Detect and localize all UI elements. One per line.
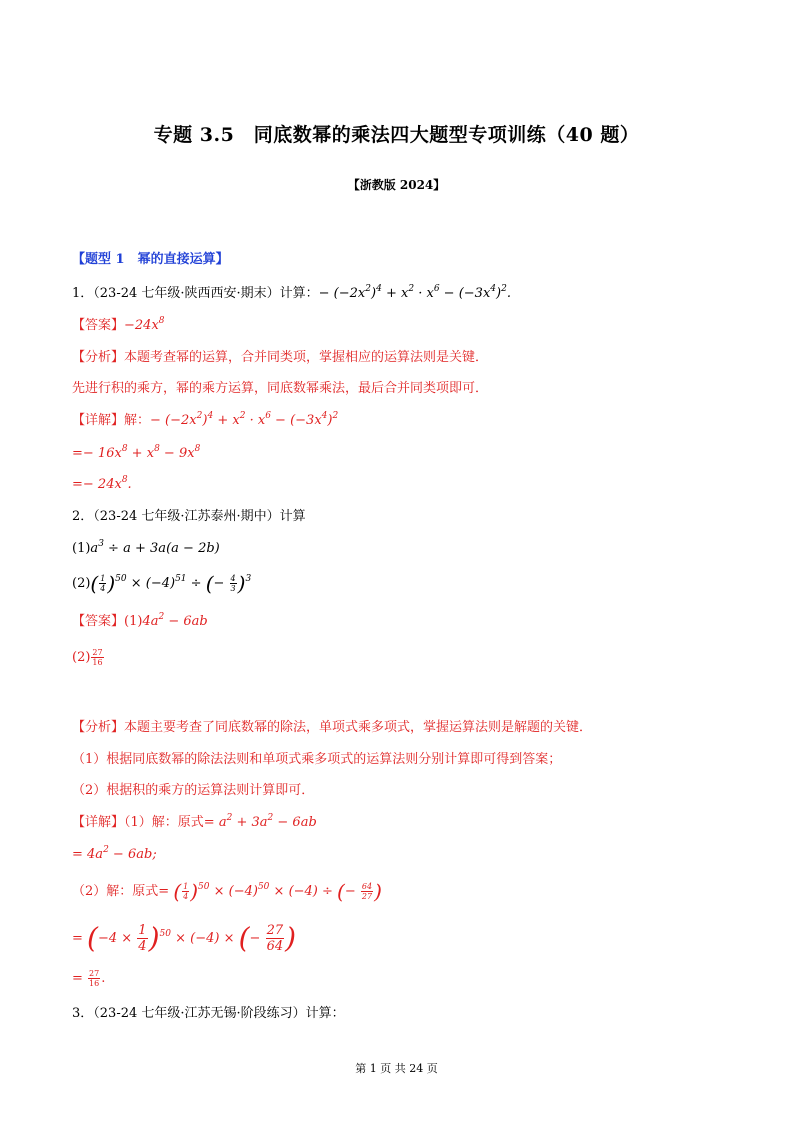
analysis-1-text: 本题考查幂的运算，合并同类项，掌握相应的运算法则是关键． — [124, 350, 489, 365]
analysis-2-p2: （2）根据积的乘方的运算法则计算即可． — [72, 783, 315, 798]
analysis-1-text-2: 先进行积的乘方，幂的乘方运算，同底数幂乘法，最后合并同类项即可． — [72, 381, 489, 396]
answer-2: 【答案】$(1)4a^2 - 6ab$ — [72, 612, 208, 629]
detail-tag: 【详解】 — [72, 413, 125, 428]
question-3-label: 3．（23-24 七年级·江苏无锡·阶段练习）计算： — [72, 1006, 345, 1021]
page-footer: 第 1 页 共 24 页 — [355, 1062, 438, 1075]
detail-tag: 【详解】 — [72, 815, 125, 830]
question-1-label: 1．（23-24 七年级·陕西西安·期末）计算： — [72, 286, 319, 301]
question-2-part-2: (2)( $\frac{1}{4}$ )$^{50} \times (-4)^{51}$ ÷ (− $\frac{4}{3}$ )$^3$ — [72, 571, 252, 596]
analysis-1 — [72, 350, 488, 366]
analysis-tag: 【分析】 — [72, 720, 125, 735]
detail-1: 【详解】解：− $(-2x^2)^4 + x^2 \cdot x^6 - (-3x^4)^2$ — [72, 411, 339, 428]
detail-2-part-2: （2）解：原式= ( $\frac{1}{4}$ )$^{50} \times (-4)^{50} \times (-4)$ ÷ (− $\frac{64}{27}$ ) — [72, 879, 382, 904]
detail-1-prefix: 解： — [124, 413, 151, 428]
part-2-label: (2) — [72, 576, 91, 591]
detail-2-result: = $\frac{27}{16}$ . — [72, 969, 106, 988]
question-2-label: 2．（23-24 七年级·江苏泰州·期中）计算 — [72, 509, 306, 524]
part-1-label: (1) — [72, 541, 91, 556]
question-1-expression: − $(-2x^2)^4 + x^2 \cdot x^6 - (-3x^4)^2$. — [318, 284, 511, 301]
section-heading: 【题型 1 幂的直接运算】 — [72, 252, 229, 267]
detail-2: 【详解】（1）解：原式= $a^2 + 3a^2 - 6ab$ — [72, 813, 317, 830]
answer-1 — [72, 318, 165, 334]
detail-1-step-2: =− $24x^8$. — [72, 475, 132, 492]
page-title: 专题 3.5 同底数幂的乘法四大题型专项训练（40 题） — [153, 124, 640, 146]
answer-1-value: $-24x^8$ — [124, 316, 165, 333]
question-1 — [72, 286, 511, 302]
answer-tag: 【答案】 — [72, 614, 125, 629]
edition-subtitle: 【浙教版 2024】 — [347, 178, 446, 192]
question-2-part-1: $(1)a^3 \div a + 3a(a - 2b)$ — [72, 539, 220, 556]
answer-tag: 【答案】 — [72, 318, 125, 333]
detail-1-step-1: =− $16x^8 + x^8 - 9x^8$ — [72, 444, 201, 461]
detail-2-step-1: = $4a^2 - 6ab$; — [72, 845, 157, 862]
answer-2-part-2: (2) $\frac{27}{16}$ — [72, 648, 103, 667]
detail-2-step-2: = (−4 × $\frac{1}{4}$ )$^{50}$ × (−4) × (− $\frac{27}{64}$ ) — [72, 921, 297, 955]
analysis-2-p1: （1）根据同底数幂的除法法则和单项式乘多项式的运算法则分别计算即可得到答案； — [72, 752, 562, 767]
analysis-2: 【分析】本题主要考查了同底数幂的除法，单项式乘多项式，掌握运算法则是解题的关键． — [72, 720, 593, 735]
analysis-tag: 【分析】 — [72, 350, 125, 365]
